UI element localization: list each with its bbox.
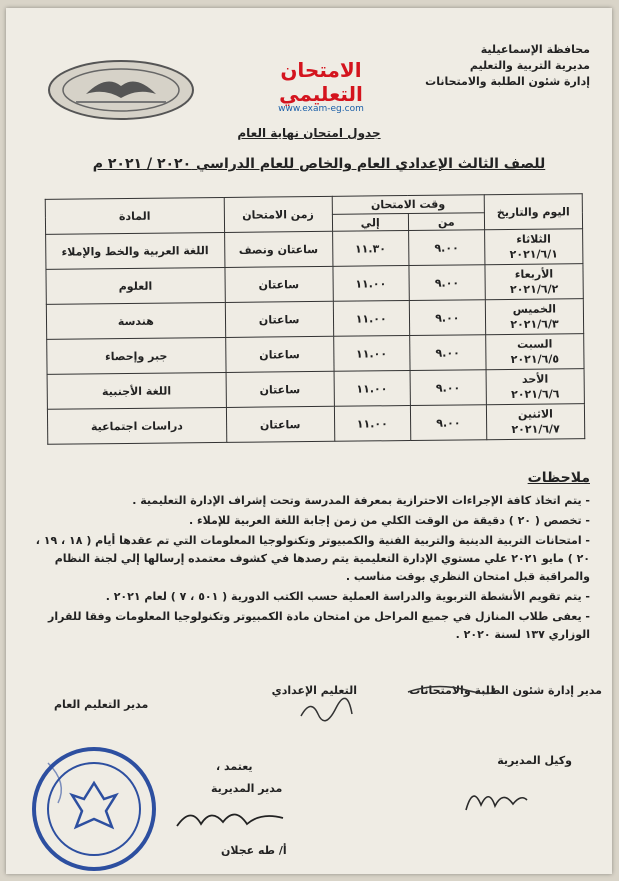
cell-to: ١١.٣٠ (332, 231, 409, 267)
cell-duration: ساعتان ونصف (224, 231, 332, 267)
note-item: - يعفى طلاب المنازل في جميع المراحل من امتحان مادة الكمبيوتر وتكنولوجيا المعلومات وفقا للقرار الوزاري ١٣٧ لسنة ٢٠٢٠ . (48, 610, 590, 641)
note-item: - امتحانات التربية الدينية والتربية الفنية والكمبيوتر وتكنولوجيا المعلومات التي تم عقدها أيام ( ١٨ ، ١٩ ، ٢٠ ) مايو ٢٠٢١ علي مستوي الإدارة التعليمية يتم رصدها في كشوف معتمده إرسالها إلي لجنة النظام والمراقبة قبل امتحان النظري بوقت مناسب . (35, 534, 590, 583)
col-day-date: اليوم والتاريخ (484, 194, 582, 230)
col-from: من (408, 213, 484, 231)
cell-day-date (486, 369, 584, 405)
notes-list (30, 492, 590, 646)
cell-duration: ساعتان (225, 266, 333, 302)
date: ٢٠٢١/٦/٣ (510, 317, 559, 331)
cell-day-date (485, 299, 583, 335)
students-affairs-signatory: مدير إدارة شئون الطلبة والامتحانات (409, 684, 602, 697)
note-item: - يتم تقويم الأنشطة التربوية والدراسة العملية حسب الكتب الدورية ( ٥٠١ ، ٧ ) لعام ٢٠٢١ . (105, 590, 590, 603)
cell-subject: العلوم (46, 267, 225, 304)
cell-from: ٩.٠٠ (410, 370, 486, 406)
deputy-signature-icon (461, 780, 531, 820)
signature-scribble-icon (296, 696, 356, 726)
cell-from: ٩.٠٠ (410, 405, 486, 441)
table-row (47, 404, 584, 445)
day-name: الثلاثاء (516, 232, 551, 246)
cell-duration: ساعتان (226, 371, 334, 407)
cell-from: ٩.٠٠ (408, 230, 484, 266)
date: ٢٠٢١/٦/٧ (511, 422, 560, 436)
day-name: الاثنين (517, 407, 553, 421)
note-item: - تخصص ( ٢٠ ) دقيقة من الوقت الكلي من زمن إجابة اللغة العربية للإملاء . (189, 514, 590, 527)
col-duration: زمن الامتحان (224, 196, 332, 232)
table-row (46, 299, 583, 340)
watermark-brand (236, 58, 406, 114)
cell-day-date (486, 404, 584, 440)
day-name: الخميس (512, 302, 557, 316)
exam-schedule-table (45, 193, 586, 445)
cell-subject: اللغة العربية والخط والإملاء (46, 232, 225, 269)
day-name: الأحد (521, 372, 549, 386)
col-to: إلي (332, 214, 408, 232)
cell-from: ٩.٠٠ (409, 300, 485, 336)
governorate-line: محافظة الإسماعيلية (480, 43, 590, 56)
general-education-signatory: مدير التعليم العام (54, 698, 149, 711)
cell-to: ١١.٠٠ (334, 406, 411, 442)
cell-duration: ساعتان (225, 336, 333, 372)
issuer-header (400, 42, 590, 90)
directorate-line: مديرية التربية والتعليم (469, 59, 590, 72)
director-signature-icon (171, 800, 291, 840)
signature-strike-icon (406, 680, 496, 700)
cell-to: ١١.٠٠ (333, 266, 410, 302)
table-header-row (45, 194, 582, 218)
ministry-seal-icon (46, 58, 196, 122)
deputy-signatory: وكيل المديرية (497, 754, 572, 767)
director-name: أ/ طه عجلان (221, 844, 287, 857)
schedule-title: جدول امتحان نهاية العام (237, 126, 381, 140)
approval-label: يعتمد ، (216, 760, 253, 773)
day-name: الأربعاء (514, 267, 554, 281)
cell-subject: اللغة الأجنبية (47, 372, 226, 409)
col-exam-time: وقت الامتحان (332, 195, 484, 215)
col-subject: المادة (45, 197, 224, 234)
cell-subject: هندسة (46, 302, 225, 339)
department-line: إدارة شئون الطلبة والامتحانات (425, 75, 590, 88)
cell-from: ٩.٠٠ (409, 265, 485, 301)
notes-title: ملاحظات (527, 470, 590, 486)
document-page (6, 8, 612, 874)
prep-education-signatory: التعليم الإعدادي (271, 684, 357, 697)
cell-subject: دراسات اجتماعية (47, 407, 226, 444)
table-row (47, 334, 584, 375)
cell-duration: ساعتان (226, 406, 334, 442)
brand-url: www.exam-eg.com (278, 104, 364, 114)
date: ٢٠٢١/٦/١ (509, 247, 558, 261)
cell-day-date (484, 229, 582, 265)
date: ٢٠٢١/٦/٢ (509, 282, 559, 296)
note-item: - يتم اتخاذ كافة الإجراءات الاحترازية بمعرفة المدرسة وتحت إشراف الإدارة التعليمية . (132, 494, 590, 507)
cell-duration: ساعتان (225, 301, 333, 337)
day-name: السبت (517, 337, 553, 351)
cell-subject: جبر وإحصاء (47, 337, 226, 374)
cell-to: ١١.٠٠ (333, 336, 410, 372)
table-row (46, 229, 583, 270)
cell-to: ١١.٠٠ (334, 371, 411, 407)
brand-name: الامتحان التعليمي (279, 58, 363, 106)
table-row (46, 264, 583, 305)
cell-day-date (485, 264, 583, 300)
date: ٢٠٢١/٦/٦ (510, 387, 560, 401)
date: ٢٠٢١/٦/٥ (510, 352, 560, 366)
director-signatory: مدير المديرية (211, 782, 283, 795)
cell-from: ٩.٠٠ (409, 335, 485, 371)
cell-day-date (486, 334, 584, 370)
cell-to: ١١.٠٠ (333, 301, 410, 337)
official-stamp-icon (28, 743, 160, 875)
table-row (47, 369, 584, 410)
schedule-subtitle: للصف الثالث الإعدادي العام والخاص للعام الدراسي ٢٠٢٠ / ٢٠٢١ م (92, 156, 546, 172)
